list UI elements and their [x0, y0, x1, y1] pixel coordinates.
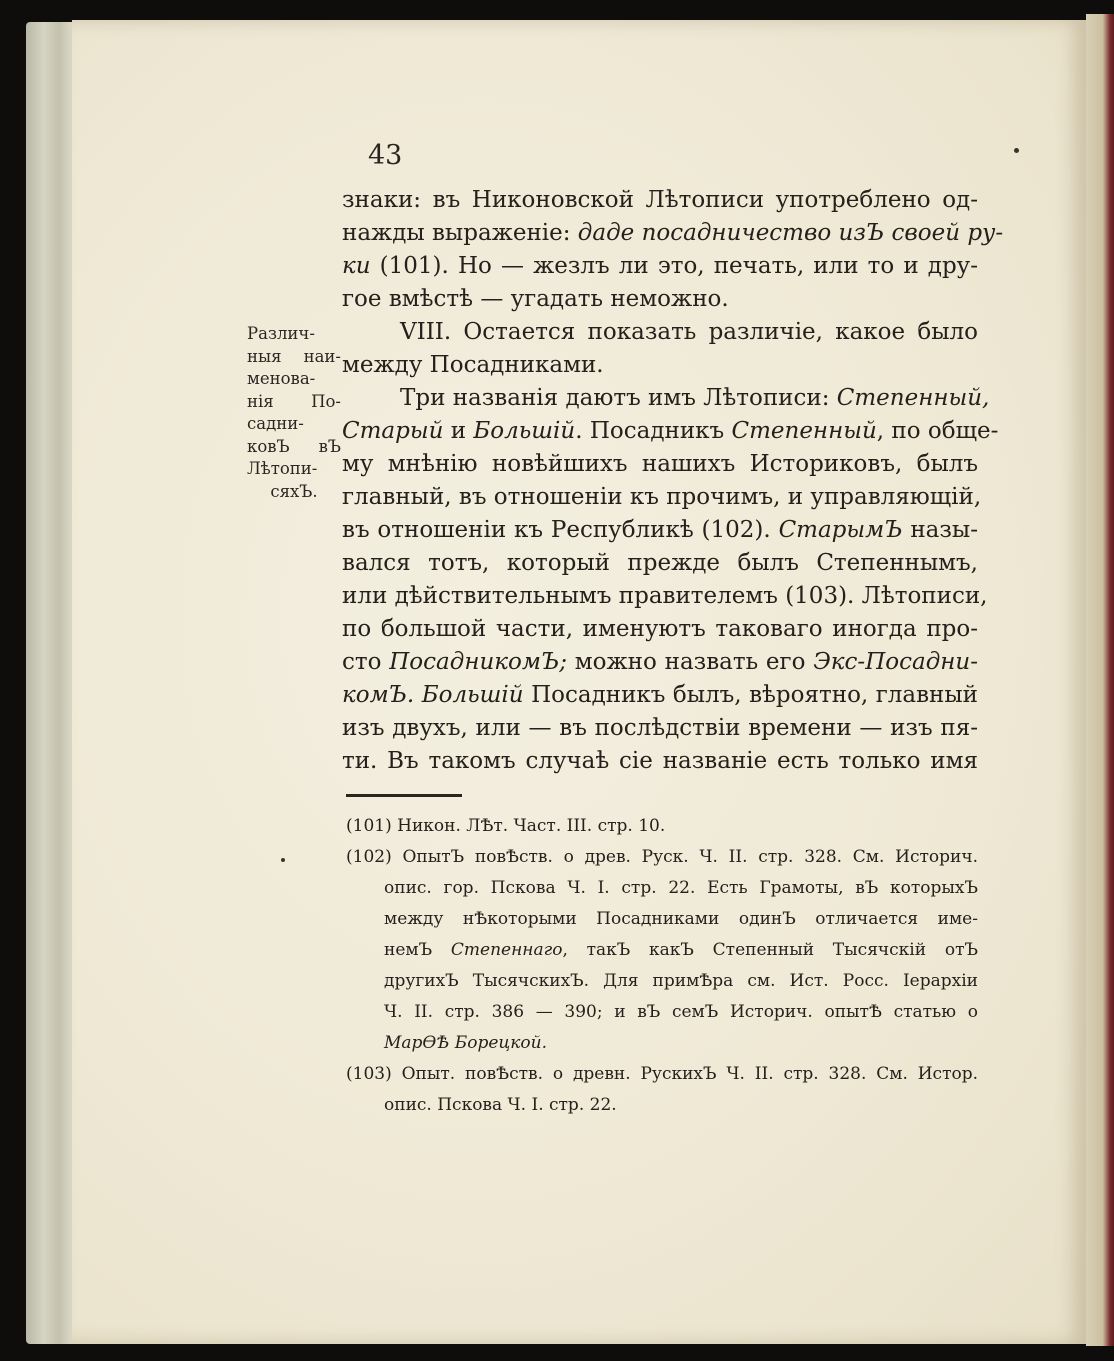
text-line: му мнѣнію новѣйшихъ нашихъ Историковъ, былъ	[342, 451, 978, 477]
text-line: гое вмѣстѣ — угадать неможно.	[342, 286, 729, 312]
text-line: VIII. Остается показать различіе, какое было	[400, 319, 978, 345]
text-line: или дѣйствительнымъ правителемъ (103). Лѣтописи,	[342, 583, 988, 609]
margin-note-line: нія По-	[247, 391, 341, 411]
page-spot	[1014, 148, 1019, 153]
margin-note-line: сяхЪ.	[270, 481, 318, 501]
footnote-line: между нѢкоторыми Посадниками одинЪ отличается име-	[384, 909, 978, 929]
margin-note-line: ковЪ вЪ	[247, 436, 341, 456]
footnote-line: (103) Опыт. повѢств. о древн. РускихЪ Ч. II. стр. 328. См. Истор.	[346, 1064, 978, 1084]
text-line: комЪ. Большій Посадникъ былъ, вѣроятно, главный	[342, 682, 978, 708]
margin-note-line: Лѣтопи-	[247, 459, 318, 478]
footnote-line: (102) ОпытЪ повѢств. о древ. Руск. Ч. II. стр. 328. См. Историч.	[346, 847, 978, 867]
margin-note-line: ныя наи-	[247, 346, 341, 366]
footnote-line: опис. гор. Пскова Ч. I. стр. 22. Есть Грамоты, вЪ которыхЪ	[384, 878, 978, 898]
footnote-divider	[346, 794, 462, 797]
text-line: знаки: въ Никоновской Лѣтописи употреблено од-	[342, 187, 978, 213]
main-text	[342, 184, 1004, 778]
page-spot	[281, 858, 285, 862]
text-line: вался тотъ, который прежде былъ Степеннымъ,	[342, 550, 978, 576]
text-line: въ отношеніи къ Республикѣ (102). СтарымЪ назы-	[342, 517, 978, 543]
margin-note	[247, 323, 341, 503]
footnote-line: Ч. II. стр. 386 — 390; и вЪ семЪ Историч. опытѢ статью о	[384, 1002, 978, 1022]
page-number: 43	[368, 140, 403, 171]
text-line: ти. Въ такомъ случаѣ сіе названіе есть только имя	[342, 748, 978, 774]
footnote-line: другихЪ ТысячскихЪ. Для примѢра см. Ист. Росс. Іерархіи	[384, 971, 978, 991]
text-line: изъ двухъ, или — въ послѣдствіи времени — изъ пя-	[342, 715, 978, 741]
footnote-line: опис. Пскова Ч. I. стр. 22.	[384, 1095, 617, 1115]
text-line: нажды выраженіе: даде посадничество изЪ своей ру-	[342, 220, 1004, 246]
footnote-line: МарѲѢ Борецкой.	[384, 1033, 547, 1053]
text-line: главный, въ отношеніи къ прочимъ, и управляющій,	[342, 484, 982, 510]
text-line: по большой части, именуютъ таковаго иногда про-	[342, 616, 978, 642]
margin-note-line: садни-	[247, 414, 304, 433]
margin-note-line: Различ-	[247, 324, 315, 343]
footnote-line: (101) Никон. ЛѢт. Част. III. стр. 10.	[346, 816, 666, 836]
text-line: Три названія даютъ имъ Лѣтописи: Степенный,	[400, 385, 990, 411]
text-line: Старый и Большій. Посадникъ Степенный, по обще-	[342, 418, 999, 444]
text-line: сто ПосадникомЪ; можно назвать его Экс-Посадни-	[342, 649, 978, 675]
text-line: между Посадниками.	[342, 352, 604, 378]
footnotes	[342, 811, 978, 1121]
margin-note-line: менова-	[247, 369, 316, 388]
footnote-line: немЪ Степеннаго, такЪ какЪ Степенный Тысячскій отЪ	[384, 940, 978, 960]
facing-page-edge	[1086, 14, 1114, 1346]
text-line: ки (101). Но — жезлъ ли это, печать, или то и дру-	[342, 253, 978, 279]
